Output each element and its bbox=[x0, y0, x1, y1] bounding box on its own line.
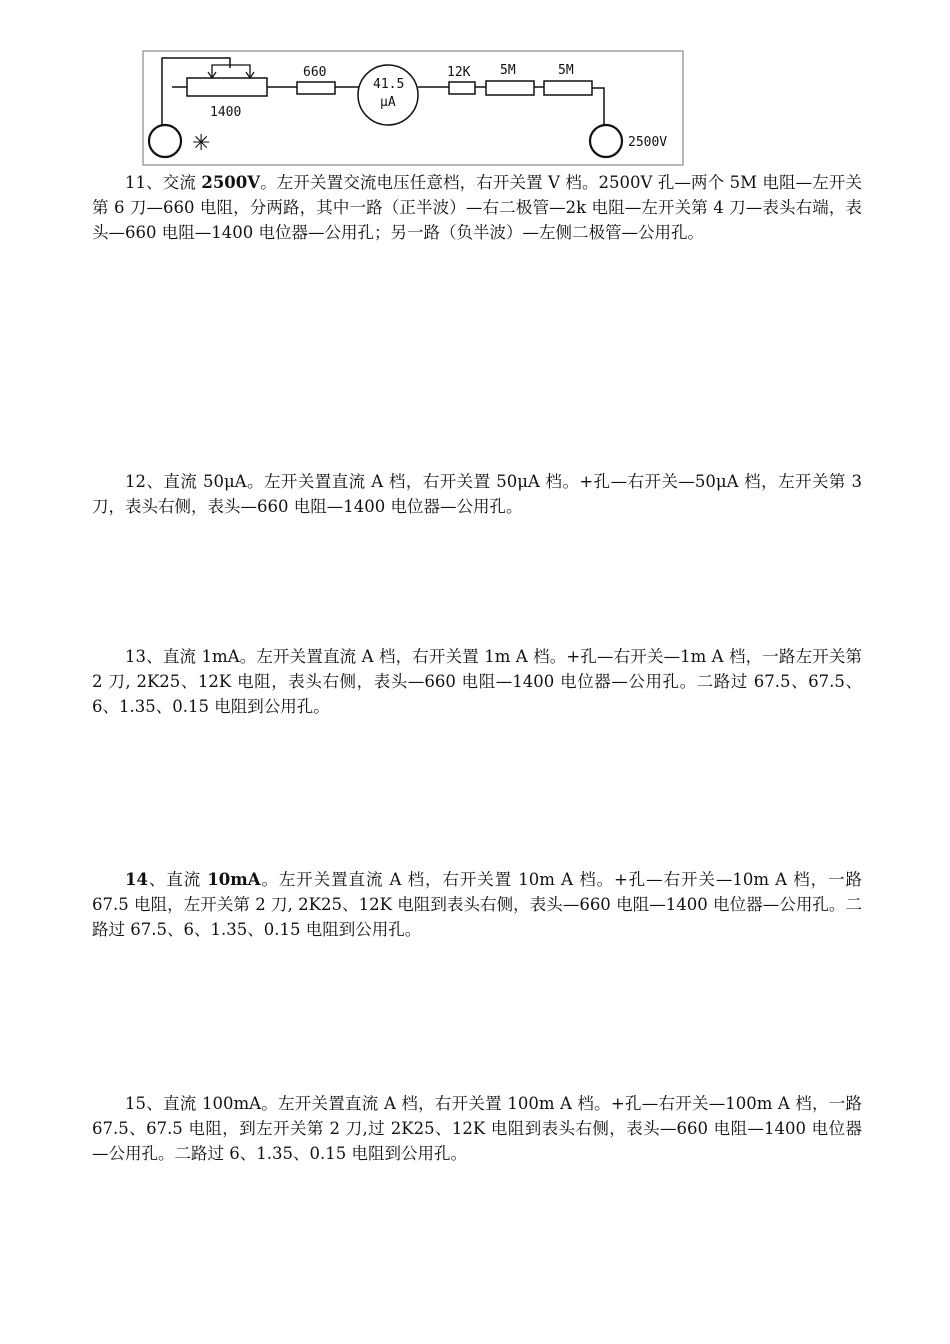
resistor-12k bbox=[449, 82, 475, 94]
common-terminal bbox=[149, 125, 181, 157]
r1-label: 660 bbox=[303, 65, 327, 80]
paragraph-12: 12、直流 50μA。左开关置直流 A 档，右开关置 50μA 档。+孔—右开关—50μA 档，左开关第 3 刀，表头右侧，表头—660 电阻—1400 电位器—公用孔。 bbox=[92, 472, 863, 516]
para-body: 。左开关置直流 A 档，右开关置 10m A 档。+孔—右开关—10m A 档，一路 67.5 电阻，左开关第 2 刀, 2K25、12K 电阻到表头右侧，表头—660 电阻—1400 电位器—公用孔。二路过 67.5、6、1.35、0.15 电阻到公用孔。 bbox=[92, 870, 862, 939]
star-symbol: ✳ bbox=[192, 131, 211, 156]
r4-label: 5M bbox=[558, 63, 574, 78]
para-title-bold: 10mA bbox=[207, 870, 261, 889]
para-title: 交流 bbox=[162, 173, 202, 192]
r2-label: 12K bbox=[447, 65, 471, 80]
potentiometer bbox=[187, 78, 267, 96]
2500v-terminal bbox=[590, 125, 622, 157]
r3-label: 5M bbox=[500, 63, 516, 78]
paragraph-15: 15、直流 100mA。左开关置直流 A 档，右开关置 100m A 档。+孔—右开关—100m A 档，一路 67.5、67.5 电阻，到左开关第 2 刀,过 2K25、12K 电阻到表头右侧，表头—660 电阻—1400 电位器—公用孔。二路过 6、1.35、0.15 电阻到公用孔。 bbox=[92, 1094, 862, 1163]
para-title: 直流 100mA bbox=[163, 1094, 262, 1113]
meter-unit: μA bbox=[380, 95, 396, 110]
para-num: 15 bbox=[125, 1094, 146, 1113]
para-title: 直流 50μA bbox=[163, 472, 247, 491]
meter-value: 41.5 bbox=[373, 77, 405, 92]
para-title-bold: 2500V bbox=[201, 173, 261, 192]
para-body: 。左开关置直流 A 档，右开关置 1m A 档。+孔—右开关—1m A 档，一路左开关第 2 刀, 2K25、12K 电阻，表头右侧，表头—660 电阻—1400 电位器—公用孔。二路过 67.5、67.5、6、1.35、0.15 电阻到公用孔。 bbox=[92, 647, 863, 716]
paragraph-11: 11、交流 2500V。左开关置交流电压任意档，右开关置 V 档。2500V 孔—两个 5M 电阻—左开关第 6 刀—660 电阻，分两路，其中一路（正半波）—右二极管—2k 电阻—左开关第 4 刀—表头右端，表头—660 电阻—1400 电位器—公用孔；另一路（负半波）—左侧二极管—公用孔。 bbox=[92, 173, 862, 242]
para-title: 直流 1mA bbox=[162, 647, 240, 666]
paragraph-14: 14、直流 10mA。左开关置直流 A 档，右开关置 10m A 档。+孔—右开关—10m A 档，一路 67.5 电阻，左开关第 2 刀, 2K25、12K 电阻到表头右侧，表头—660 电阻—1400 电位器—公用孔。二路过 67.5、6、1.35、0.15 电阻到公用孔。 bbox=[92, 870, 862, 939]
para-num: 14 bbox=[125, 870, 148, 889]
resistor-5m-b bbox=[544, 81, 592, 95]
para-num: 11 bbox=[125, 173, 146, 192]
paragraph-13: 13、直流 1mA。左开关置直流 A 档，右开关置 1m A 档。+孔—右开关—1m A 档，一路左开关第 2 刀, 2K25、12K 电阻，表头右侧，表头—660 电阻—1400 电位器—公用孔。二路过 67.5、67.5、6、1.35、0.15 电阻到公用孔。 bbox=[92, 647, 863, 716]
para-title: 直流 bbox=[166, 870, 208, 889]
circuit-diagram bbox=[142, 50, 684, 166]
resistor-660 bbox=[297, 82, 335, 94]
para-body: 。左开关置直流 A 档，右开关置 50μA 档。+孔—右开关—50μA 档，左开关第 3 刀，表头右侧，表头—660 电阻—1400 电位器—公用孔。 bbox=[92, 472, 863, 516]
pot-label: 1400 bbox=[210, 105, 242, 120]
para-body: 。左开关置交流电压任意档，右开关置 V 档。2500V 孔—两个 5M 电阻—左开关第 6 刀—660 电阻，分两路，其中一路（正半波）—右二极管—2k 电阻—左开关第 4 刀—表头右端，表头—660 电阻—1400 电位器—公用孔；另一路（负半波）—左侧二极管—公用孔。 bbox=[92, 173, 862, 242]
resistor-5m-a bbox=[486, 81, 534, 95]
para-num: 13 bbox=[125, 647, 146, 666]
para-body: 。左开关置直流 A 档，右开关置 100m A 档。+孔—右开关—100m A 档，一路 67.5、67.5 电阻，到左开关第 2 刀,过 2K25、12K 电阻到表头右侧，表头—660 电阻—1400 电位器—公用孔。二路过 6、1.35、0.15 电阻到公用孔。 bbox=[92, 1094, 862, 1163]
para-num: 12 bbox=[125, 472, 146, 491]
terminal-label: 2500V bbox=[628, 135, 668, 150]
